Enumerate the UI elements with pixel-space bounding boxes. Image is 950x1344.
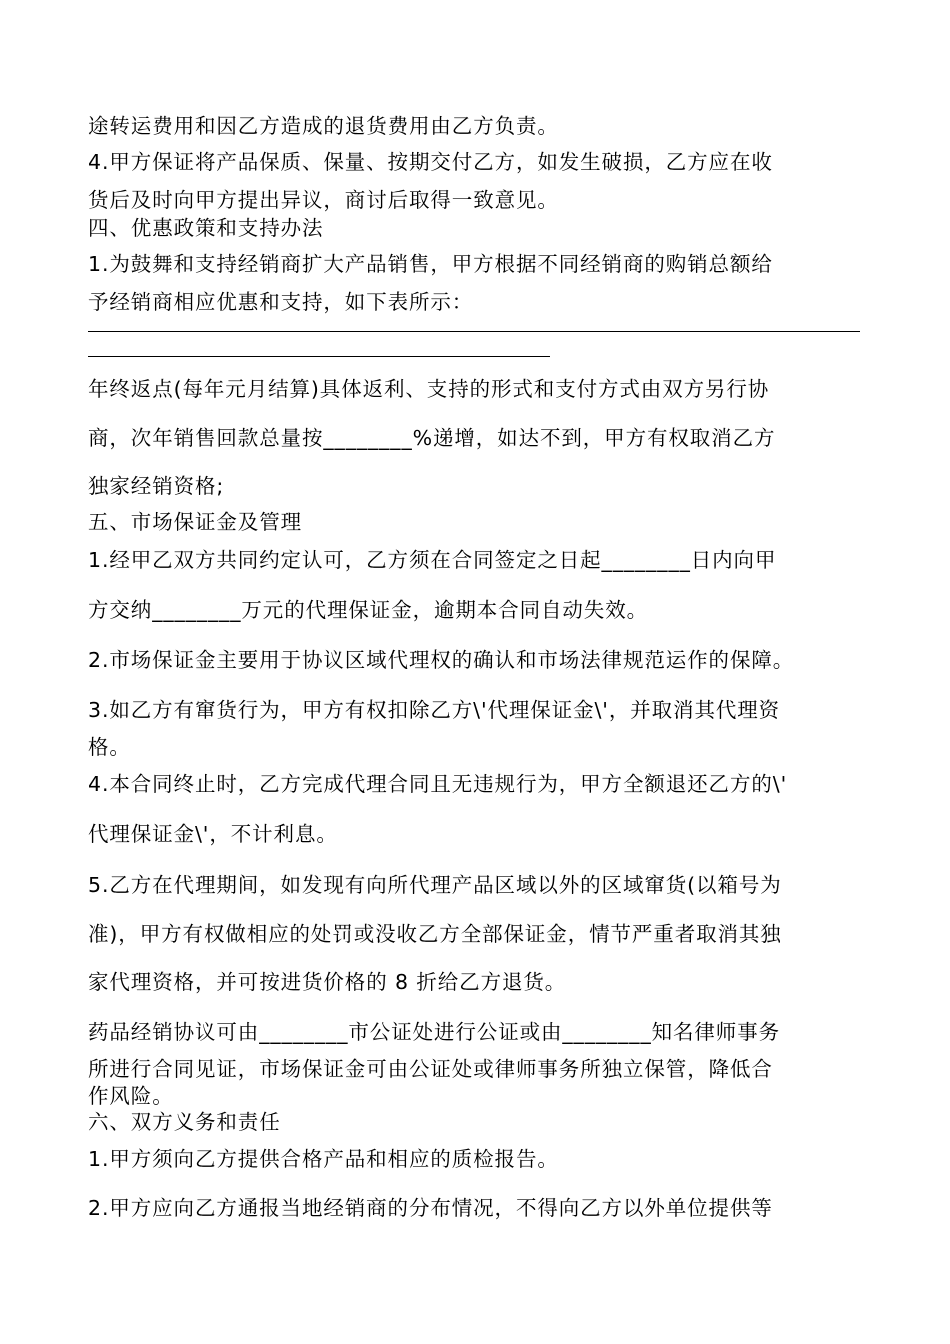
text-line: 家代理资格，并可按进货价格的 8 折给乙方退货。 [88,970,567,994]
text-line: 3.如乙方有窜货行为，甲方有权扣除乙方\'代理保证金\'，并取消其代理资 [88,698,781,722]
text-line: 途转运费用和因乙方造成的退货费用由乙方负责。 [88,114,559,138]
text-line: 商，次年销售回款总量按________%递增，如达不到，甲方有权取消乙方 [88,426,776,450]
text-line: 4.甲方保证将产品保质、保量、按期交付乙方，如发生破损，乙方应在收 [88,150,773,174]
text-line: 货后及时向甲方提出异议，商讨后取得一致意见。 [88,188,559,212]
text-line: 1.甲方须向乙方提供合格产品和相应的质检报告。 [88,1147,559,1171]
text-line: 1.经甲乙双方共同约定认可，乙方须在合同签定之日起________日内向甲 [88,548,777,572]
text-line: 独家经销资格; [88,474,225,498]
section-heading: 五、市场保证金及管理 [88,510,302,534]
text-line: 2.甲方应向乙方通报当地经销商的分布情况，不得向乙方以外单位提供等 [88,1196,773,1220]
document-page [88,0,864,1344]
text-line: 2.市场保证金主要用于协议区域代理权的确认和市场法律规范运作的保障。 [88,648,795,672]
text-line: 年终返点(每年元月结算)具体返利、支持的形式和支付方式由双方另行协 [88,377,770,401]
text-line: 方交纳________万元的代理保证金，逾期本合同自动失效。 [88,598,648,622]
table-placeholder-rule [88,356,550,357]
text-line: 予经销商相应优惠和支持，如下表所示： [88,290,474,314]
text-line: 作风险。 [88,1084,174,1108]
text-line: 格。 [88,735,131,759]
text-line: 药品经销协议可由________市公证处进行公证或由________知名律师事务 [88,1020,780,1044]
section-heading: 六、双方义务和责任 [88,1110,281,1134]
text-line: 1.为鼓舞和支持经销商扩大产品销售，甲方根据不同经销商的购销总额给 [88,252,773,276]
text-line: 准)，甲方有权做相应的处罚或没收乙方全部保证金，情节严重者取消其独 [88,922,782,946]
text-line: 所进行合同见证，市场保证金可由公证处或律师事务所独立保管，降低合 [88,1057,773,1081]
text-line: 5.乙方在代理期间，如发现有向所代理产品区域以外的区域窜货(以箱号为 [88,873,782,897]
table-placeholder-rule [88,331,860,332]
section-heading: 四、优惠政策和支持办法 [88,216,324,240]
text-line: 4.本合同终止时，乙方完成代理合同且无违规行为，甲方全额退还乙方的\' [88,772,788,796]
text-line: 代理保证金\'，不计利息。 [88,822,338,846]
